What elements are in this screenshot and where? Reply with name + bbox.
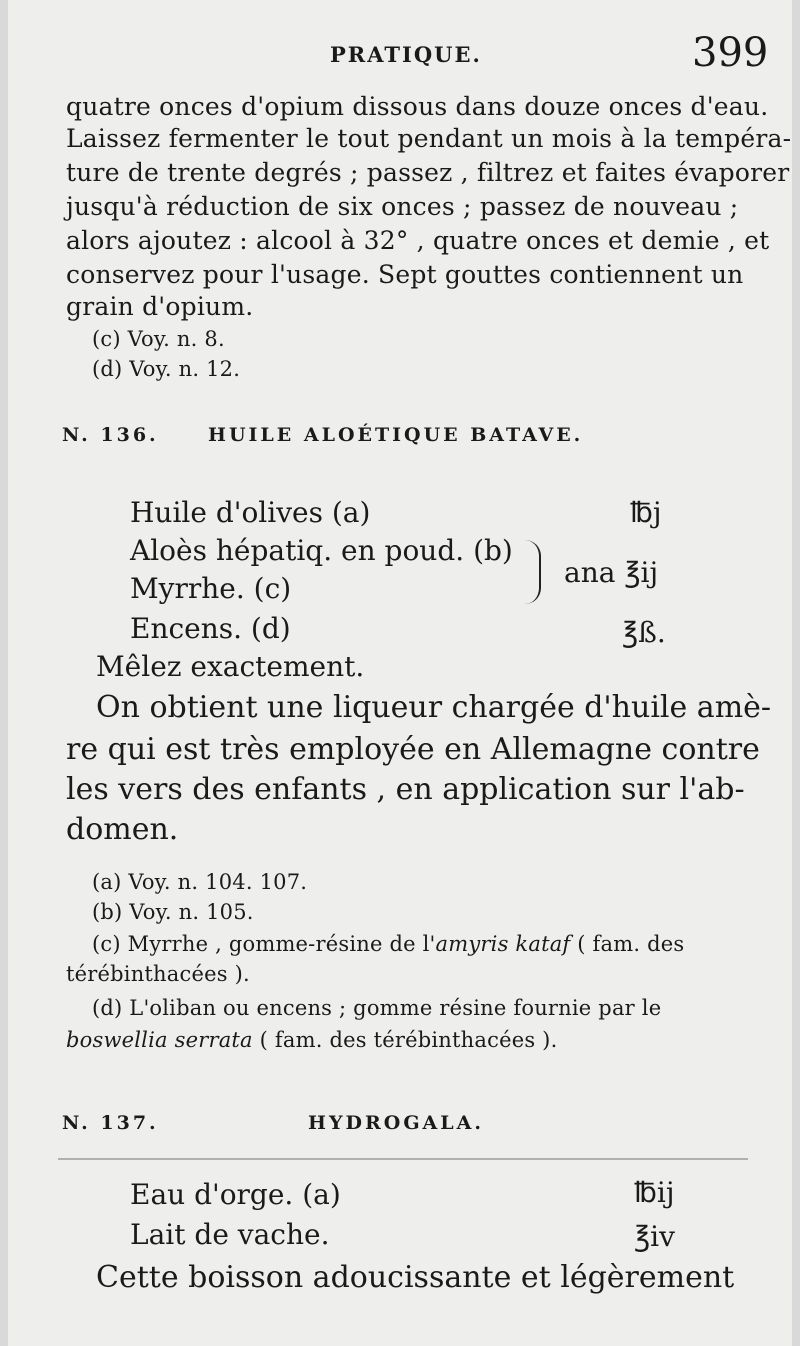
footnote-d: (d) Voy. n. 12. [92, 357, 241, 381]
footnote-c: (c) Voy. n. 8. [92, 327, 225, 351]
footnote-text: ( fam. des térébinthacées ). [252, 1028, 558, 1052]
section-title: HUILE ALOÉTIQUE BATAVE. [208, 424, 584, 446]
text-line: jusqu'à réduction de six onces ; passez de nouveau ; [66, 192, 739, 221]
text-line: re qui est très employée en Allemagne contre [66, 732, 760, 767]
ingredient-name: Eau d'orge. (a) [130, 1178, 341, 1211]
running-header: PRATIQUE. [330, 42, 482, 67]
instruction: Mêlez exactement. [96, 650, 365, 683]
text-line: ture de trente degrés ; passez , filtrez et faites évaporer [66, 158, 790, 187]
footnote-text: ( fam. des [570, 932, 685, 956]
text-line: alors ajoutez : alcool à 32° , quatre onces et demie , et [66, 226, 770, 255]
page-number: 399 [692, 30, 769, 76]
footnote-b: (b) Voy. n. 105. [92, 900, 254, 924]
text-line: quatre onces d'opium dissous dans douze onces d'eau. [66, 92, 769, 121]
section-number: N. 137. [62, 1112, 159, 1134]
ingredient-name: Aloès hépatiq. en poud. (b) [130, 534, 513, 567]
species-name: amyris kataf [435, 932, 571, 956]
footnote-a: (a) Voy. n. 104. 107. [92, 870, 308, 894]
ingredient-name: Myrrhe. (c) [130, 572, 292, 605]
book-page [8, 0, 792, 1346]
ingredient-name: Lait de vache. [130, 1218, 330, 1251]
footnote-c-continued: térébinthacées ). [66, 962, 250, 986]
text-line: domen. [66, 812, 179, 847]
ingredient-name: Encens. (d) [130, 612, 291, 645]
section-title: HYDROGALA. [308, 1112, 485, 1134]
ingredient-quantity: ℥ß. [622, 616, 666, 649]
text-line: conservez pour l'usage. Sept gouttes contiennent un [66, 260, 744, 289]
divider [58, 1158, 748, 1160]
species-name: boswellia serrata [66, 1028, 253, 1052]
footnote-text: (c) Myrrhe , gomme-résine de l' [92, 932, 436, 956]
ana-quantity: ana ℥ij [564, 556, 659, 589]
ingredient-quantity: ℔j [630, 496, 662, 529]
footnote-d-continued [66, 1028, 557, 1052]
text-line: les vers des enfants , en application sur l'ab- [66, 772, 745, 807]
ingredient-quantity: ℥iv [634, 1220, 675, 1253]
ingredient-quantity: ℔ij [634, 1176, 675, 1209]
text-line: grain d'opium. [66, 292, 254, 321]
footnote-c [92, 932, 684, 956]
text-line: Cette boisson adoucissante et légèrement [96, 1260, 735, 1295]
text-line: On obtient une liqueur chargée d'huile amè- [96, 690, 772, 725]
text-line: Laissez fermenter le tout pendant un mois à la tempéra- [66, 124, 792, 153]
footnote-d: (d) L'oliban ou encens ; gomme résine fournie par le [92, 996, 662, 1020]
grouping-brace [525, 540, 541, 604]
ingredient-name: Huile d'olives (a) [130, 496, 371, 529]
section-number: N. 136. [62, 424, 159, 446]
